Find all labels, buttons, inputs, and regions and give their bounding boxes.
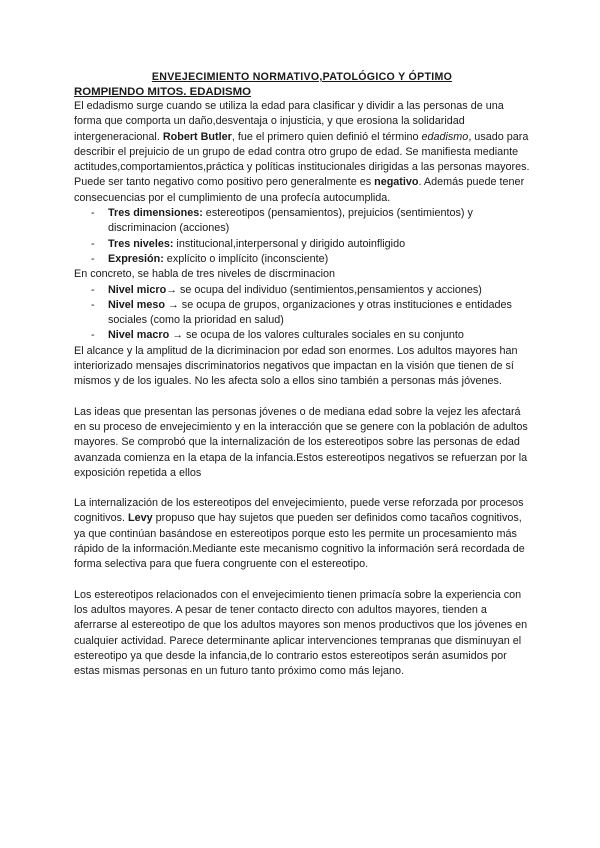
list-item — [91, 206, 530, 237]
paragraph-internalizacion — [74, 496, 530, 572]
p1-bold-negativo: negativo — [374, 176, 419, 189]
list-item-bold: Expresión: — [108, 252, 164, 265]
document-title: ENVEJECIMIENTO NORMATIVO,PATOLÓGICO Y ÓPTIMO — [151, 71, 453, 83]
list-item-bold: Tres dimensiones: — [108, 207, 203, 220]
list-item-text: → se ocupa del individuo (sentimientos,pensamientos y acciones) — [166, 283, 482, 296]
list-dash: - — [91, 252, 95, 265]
list-item-text: → se ocupa de los valores culturales sociales en su conjunto — [169, 329, 464, 342]
list-item — [91, 328, 530, 343]
p1-text-1: El edadismo surge cuando se utiliza la edad para clasificar y dividir a las personas de una forma que comporta un daño,desventaja o injusticia, y que erosiona la solidaridad intergeneracional. — [74, 100, 504, 143]
list-item-bold: Nivel macro — [108, 329, 170, 342]
p1-text-4: . Además puede tener consecuencias por el cumplimiento de una profecía autocumplida. — [74, 176, 525, 204]
list-item-bold: Nivel micro — [108, 283, 167, 296]
paragraph-spacer — [74, 390, 530, 405]
p1-bold-butler: Robert Butler — [162, 130, 232, 143]
paragraph-niveles: En concreto, se habla de tres niveles de discrminacion — [74, 268, 336, 281]
list-dash: - — [91, 329, 95, 342]
list-dash: - — [91, 298, 95, 311]
list-item — [91, 298, 530, 329]
list-item-text: estereotipos (pensamientos), prejuicios (sentimientos) y discriminacion (acciones) — [108, 207, 473, 235]
p1-text-2: , fue el primero quien definió el término — [231, 130, 422, 143]
paragraph-spacer — [74, 573, 530, 588]
paragraph-ideas: Las ideas que presentan las personas jóvenes o de mediana edad sobre la vejez les afectará en su proceso de envejecimiento y en la interacción que se genere con la población de adultos mayores. Se comprobó que la internalización de los estereotipos sobre las personas de edad avanzada comienza en la etapa de la infancia.Estos estereotipos negativos se refuerzan por la exposición repetida a ellos — [74, 405, 528, 479]
p5-bold-levy: Levy — [128, 512, 153, 525]
list-item — [91, 283, 530, 298]
p1-italic-term: edadismo — [421, 130, 469, 143]
list-item — [91, 237, 530, 252]
section-heading: ROMPIENDO MITOS. EDADISMO — [74, 86, 251, 98]
list-dash: - — [91, 237, 95, 250]
paragraph-alcance: El alcance y la amplitud de la dicriminacion por edad son enormes. Los adultos mayores han interiorizado mensajes discriminatorios negativos que impactan en la visión que tienen de sí mismos y de los iguales. No les afecta solo a ellos sino también a personas más jóvenes. — [74, 344, 518, 388]
list-item-text: institucional,interpersonal y dirigido autoinfligido — [173, 237, 406, 250]
list-item-text: explícito o implícito (inconsciente) — [163, 252, 329, 265]
p5-text-2: propuso que hay sujetos que pueden ser definidos como tacaños cognitivos, ya que continúan basándose en estereotipos porque esto les permite un procesamiento más rápido de la información.Mediante este mecanismo cognitivo la información será recordada de forma selectiva para que fuera congruente con el estereotipo. — [74, 512, 525, 571]
list-item — [91, 252, 530, 267]
paragraph-primacia: Los estereotipos relacionados con el envejecimiento tienen primacía sobre la experiencia con los adultos mayores. A pesar de tener contacto directo con adultos mayores, tienden a aferrarse al estereotipo de que los adultos mayores son menos productivos que los jóvenes en cualquier actividad. Parece determinante aplicar intervenciones tempranas que disminuyan el estereotipo ya que desde la infancia,de lo contrario estos estereotipos serán asumidos por estas mismas personas en un futuro tanto próximo como más lejano. — [74, 588, 528, 678]
list-item-text: → se ocupa de grupos, organizaciones y otras instituciones e entidades sociales (como la prioridad en salud) — [108, 298, 512, 327]
list-levels — [74, 283, 530, 344]
p5-text-1: La internalización de los estereotipos del envejecimiento, puede verse reforzada por procesos cognitivos. — [74, 497, 524, 525]
list-item-bold: Tres niveles: — [108, 237, 174, 250]
list-dash: - — [91, 207, 95, 220]
list-dash: - — [91, 283, 95, 296]
paragraph-edadismo — [74, 99, 530, 206]
list-item-bold: Nivel meso — [108, 298, 166, 311]
list-dimensions — [74, 206, 530, 267]
paragraph-spacer — [74, 481, 530, 496]
p1-text-3: , usado para describir el prejuicio de un grupo de edad contra otro grupo de edad. Se manifiesta mediante actitudes,comportamientos,práctica y políticas institucionales dirigidas a las personas mayores. Puede ser tanto negativo como positivo pero generalmente es — [74, 130, 530, 189]
